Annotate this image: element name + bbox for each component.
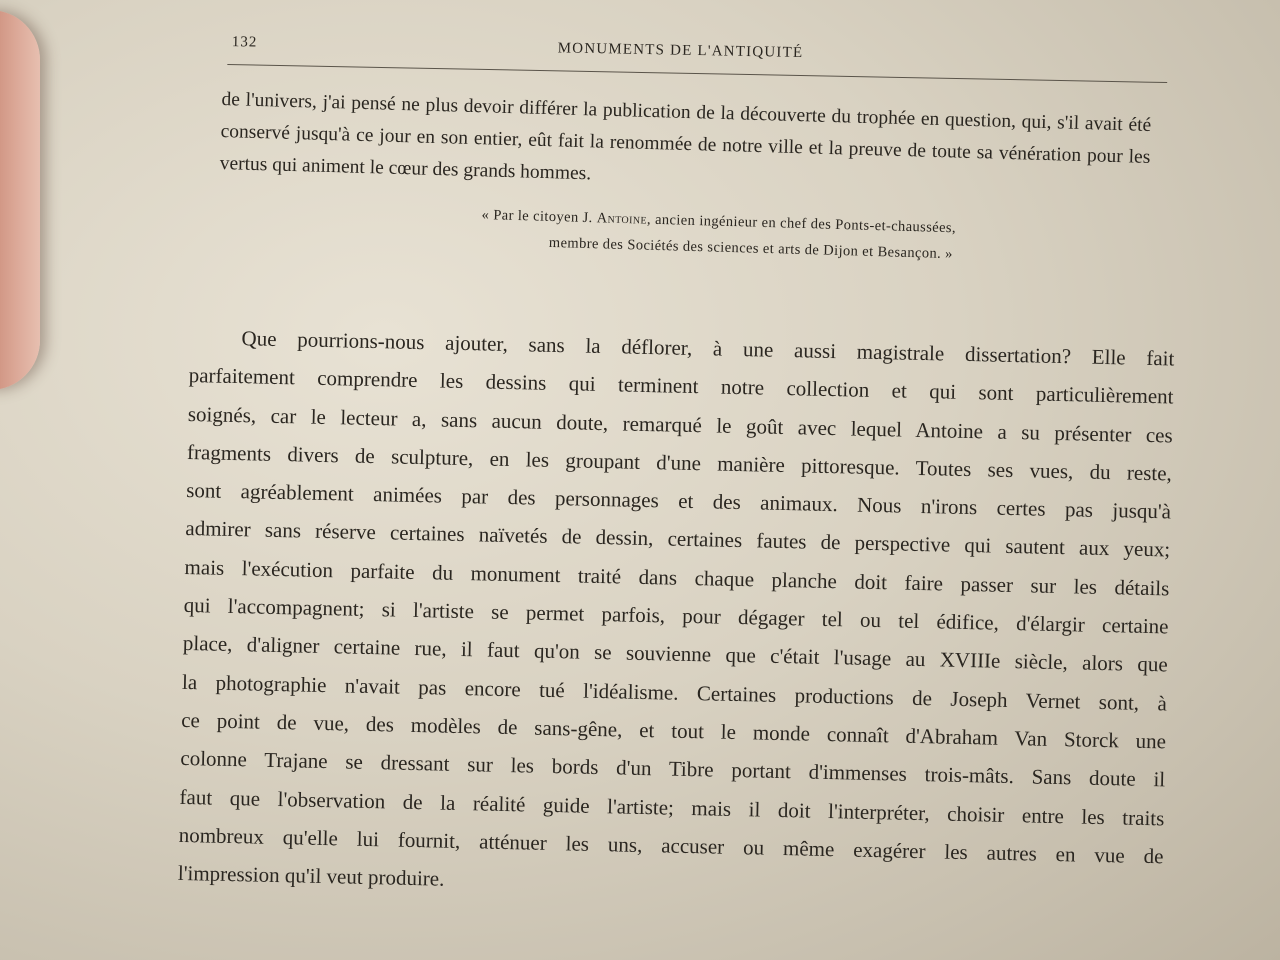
main-paragraph	[177, 318, 1174, 914]
text-line: Que pourrions-nous ajouter, sans la déflorer, à une aussi magistrale dissertation? Elle fait	[241, 326, 1175, 371]
quote-attribution	[481, 202, 1122, 272]
attribution-prefix: « Par le citoyen J.	[481, 206, 597, 227]
text-line: colonne Trajane se dressant sur les bords d'un Tibre portant d'immenses trois-mâts. Sans doute il	[180, 746, 1166, 792]
quote-continuation	[219, 84, 1151, 206]
text-line: nombreux qu'elle lui fournit, atténuer les uns, accuser ou même exagérer les autres en vue de	[178, 822, 1164, 869]
text-line: l'impression qu'il veut produire.	[177, 861, 445, 891]
text-line: ce point de vue, des modèles de sans-gêne, et tout le monde connaît d'Abraham Van Storck une	[180, 707, 1167, 754]
text-line: mais l'exécution parfaite du monument traité dans chaque planche doit faire passer sur les détails	[184, 554, 1170, 601]
page-number: 132	[231, 34, 258, 51]
text-line: place, d'aligner certaine rue, il faut qu'on se souvienne que c'était l'usage au XVIIIe siècle, alors que	[182, 631, 1168, 677]
attribution-line-2: membre des Sociétés des sciences et arts de Dijon et Besançon. »	[548, 234, 954, 263]
page-header	[227, 30, 1167, 83]
running-head: MONUMENTS DE L'ANTIQUITÉ	[557, 40, 804, 62]
text-line: la photographie n'avait pas encore tué l'idéalisme. Certaines productions de Joseph Vernet sont, à	[181, 669, 1168, 716]
text-line: qui l'accompagnent; si l'artiste se permet parfois, pour dégager tel ou tel édifice, d'élargir certaine	[183, 593, 1169, 639]
text-line: fragments divers de sculpture, en les groupant d'une manière pittoresque. Toutes ses vues, du reste,	[186, 439, 1173, 486]
text-line: soignés, car le lecteur a, sans aucun doute, remarqué le goût avec lequel Antoine a su présenter ces	[187, 401, 1173, 448]
attribution-suffix: , ancien ingénieur en chef des Ponts-et-chaussées,	[646, 211, 957, 237]
finger-occlusion	[0, 10, 40, 390]
quote-paragraph: de l'univers, j'ai pensé ne plus devoir différer la publication de la découverte du trophée en question, qui, s'il avait été conservé jusqu'à ce jour en son entier, eût fait la renommée de notre ville et la preuve de toute sa vénération pour les vertus qui animent le cœur des grands hommes.	[219, 88, 1152, 185]
text-line: admirer sans réserve certaines naïvetés de dessin, certaines fautes de perspective qui sautent aux yeux;	[185, 516, 1171, 562]
text-line: faut que l'observation de la réalité guide l'artiste; mais il doit l'interpréter, choisir entre les traits	[179, 784, 1165, 830]
text-line: sont agréablement animées par des personnages et des animaux. Nous n'irons certes pas jusqu'à	[185, 478, 1172, 524]
text-line: parfaitement comprendre les dessins qui terminent notre collection et qui sont particulièrement	[188, 363, 1174, 409]
attribution-author: Antoine	[596, 210, 648, 228]
